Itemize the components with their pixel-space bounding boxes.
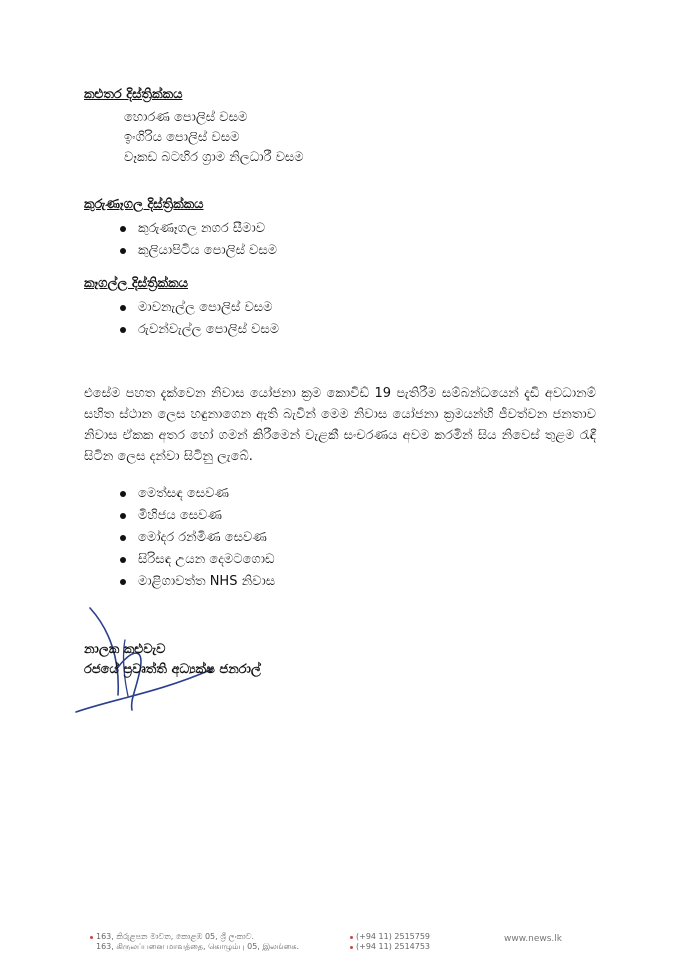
bullet-icon	[120, 513, 126, 519]
list-item: වෑකඩ බටහිර ග්‍රාම නිලධාරී වසම	[124, 150, 304, 165]
notice-paragraph: එසේම පහත දැක්වෙන නිවාස යෝජනා ක්‍රම කොවිඩ් 19 පැතිරීම සම්බන්ධයෙන් දැඩි අවධානම් සහිත ස්ථාන ලෙස හඳුනාගෙන ඇති බැවින් මෙම නිවාස යෝජනා ක්‍රමයන්හි ජීවත්වන ජනතාව නිවාස ඒකක අතර හෝ ගමන් කිරීමෙන් වැළකී සංචරණය අවම කරමින් සිය නිවෙස් තුළම රැඳී සිටින ලෙස දන්වා සිටිනු ලැබේ.	[84, 386, 596, 464]
bullet-icon	[120, 557, 126, 563]
section-kurunegala	[84, 196, 277, 262]
list-item: සිරිසඳ උයන දෙමටගොඩ	[120, 549, 275, 571]
section-heading: කුරුණෑගල දිස්ත්‍රික්කය	[84, 197, 204, 212]
footer-website: www.news.lk	[504, 934, 562, 944]
fax-number: (+94 11) 2514753	[356, 942, 431, 951]
list-item: හොරණ පොලිස් වසම	[124, 110, 248, 125]
bullet-icon	[120, 327, 126, 333]
bullet-icon	[120, 579, 126, 585]
section-kegalle	[84, 275, 279, 341]
bullet-icon	[120, 305, 126, 311]
list-item: මිහිජය සෙවණ	[120, 505, 275, 527]
list-item: මාළිගාවත්ත NHS නිවාස	[120, 571, 275, 593]
phone-number: (+94 11) 2515759	[356, 932, 431, 941]
list-item: මෙත්සඳ සෙවණ	[120, 483, 275, 505]
list-item: රුවන්වැල්ල පොලිස් වසම	[120, 319, 279, 341]
bullet-icon	[120, 226, 126, 232]
footer-address: 163, කිරුළපන මාවත, කොළඹ 05, ශ්‍රී ලංකාව. 163, கிருலப்பனை மாவத்தை, கொழும்பு 05, இலங்கை.	[96, 932, 300, 951]
list-item: කුරුණෑගල නගර සීමාව	[120, 218, 277, 240]
section-heading: කෑගල්ල දිස්ත්‍රික්කය	[84, 276, 188, 291]
signatory-name: නාලක කළුවැව	[84, 642, 166, 657]
list-item: මෝදර රන්මිණ සෙවණ	[120, 527, 275, 549]
bullet-icon	[120, 535, 126, 541]
signatory-title: රජයේ ප්‍රවෘත්ති අධ්‍යක්ෂ ජනරාල්	[84, 662, 261, 677]
section-kalutara	[84, 86, 304, 168]
bullet-icon	[120, 248, 126, 254]
letterhead-footer	[0, 908, 679, 960]
section-heading: කළුතර දිස්ත්‍රික්කය	[84, 87, 183, 102]
footer-contact	[356, 932, 430, 952]
area-list	[124, 108, 304, 168]
area-list	[120, 218, 277, 262]
bullet-icon	[120, 491, 126, 497]
housing-schemes	[84, 483, 275, 593]
list-item: කුලියාපිටිය පොලිස් වසම	[120, 240, 277, 262]
bullet-icon	[350, 936, 353, 939]
area-list	[120, 297, 279, 341]
signatory-block	[84, 640, 261, 680]
bullet-icon	[350, 946, 353, 949]
bullet-icon	[90, 936, 93, 939]
list-item: ඉංගිරිය පොලිස් වසම	[124, 130, 240, 145]
list-item: මාවනැල්ල පොලිස් වසම	[120, 297, 279, 319]
housing-list	[120, 483, 275, 593]
